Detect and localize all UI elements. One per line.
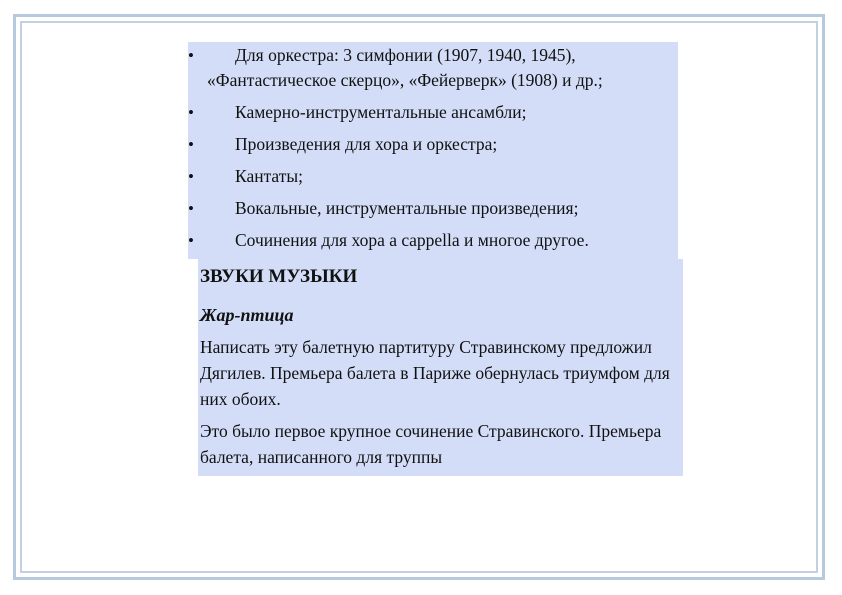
bullet-icon: • [188,46,194,65]
bullet-icon: • [188,167,194,186]
list-item-text: Для оркестра: 3 симфонии (1907, 1940, 1945), «Фантастическое скерцо», «Фейерверк» (1908) и др.; [207,45,603,90]
list-item [188,228,678,253]
paragraph: Написать эту балетную партитуру Стравинскому предложил Дягилев. Премьера балета в Париже обернулась триумфом для них обоих. [200,337,670,409]
works-list [188,43,678,253]
section-subtitle: Жар-птица [200,305,294,325]
list-item-text: Кантаты; [235,166,304,186]
works-list-block [188,42,678,259]
section-block [198,259,683,476]
bullet-icon: • [188,199,194,218]
bullet-icon: • [188,231,194,250]
list-item [188,100,678,125]
list-item-text: Сочинения для хора a cappella и многое другое. [235,230,589,250]
list-item [188,196,678,221]
slide-content [188,42,684,476]
section-title: ЗВУКИ МУЗЫКИ [200,266,358,287]
list-item [188,164,678,189]
list-item [188,132,678,157]
paragraph: Это было первое крупное сочинение Стравинского. Премьера балета, написанного для труппы [200,421,662,467]
list-item [188,43,678,93]
list-item-text: Вокальные, инструментальные произведения; [235,198,579,218]
bullet-icon: • [188,103,194,122]
list-item-text: Произведения для хора и оркестра; [235,134,498,154]
bullet-icon: • [188,135,194,154]
list-item-text: Камерно-инструментальные ансамбли; [235,102,527,122]
